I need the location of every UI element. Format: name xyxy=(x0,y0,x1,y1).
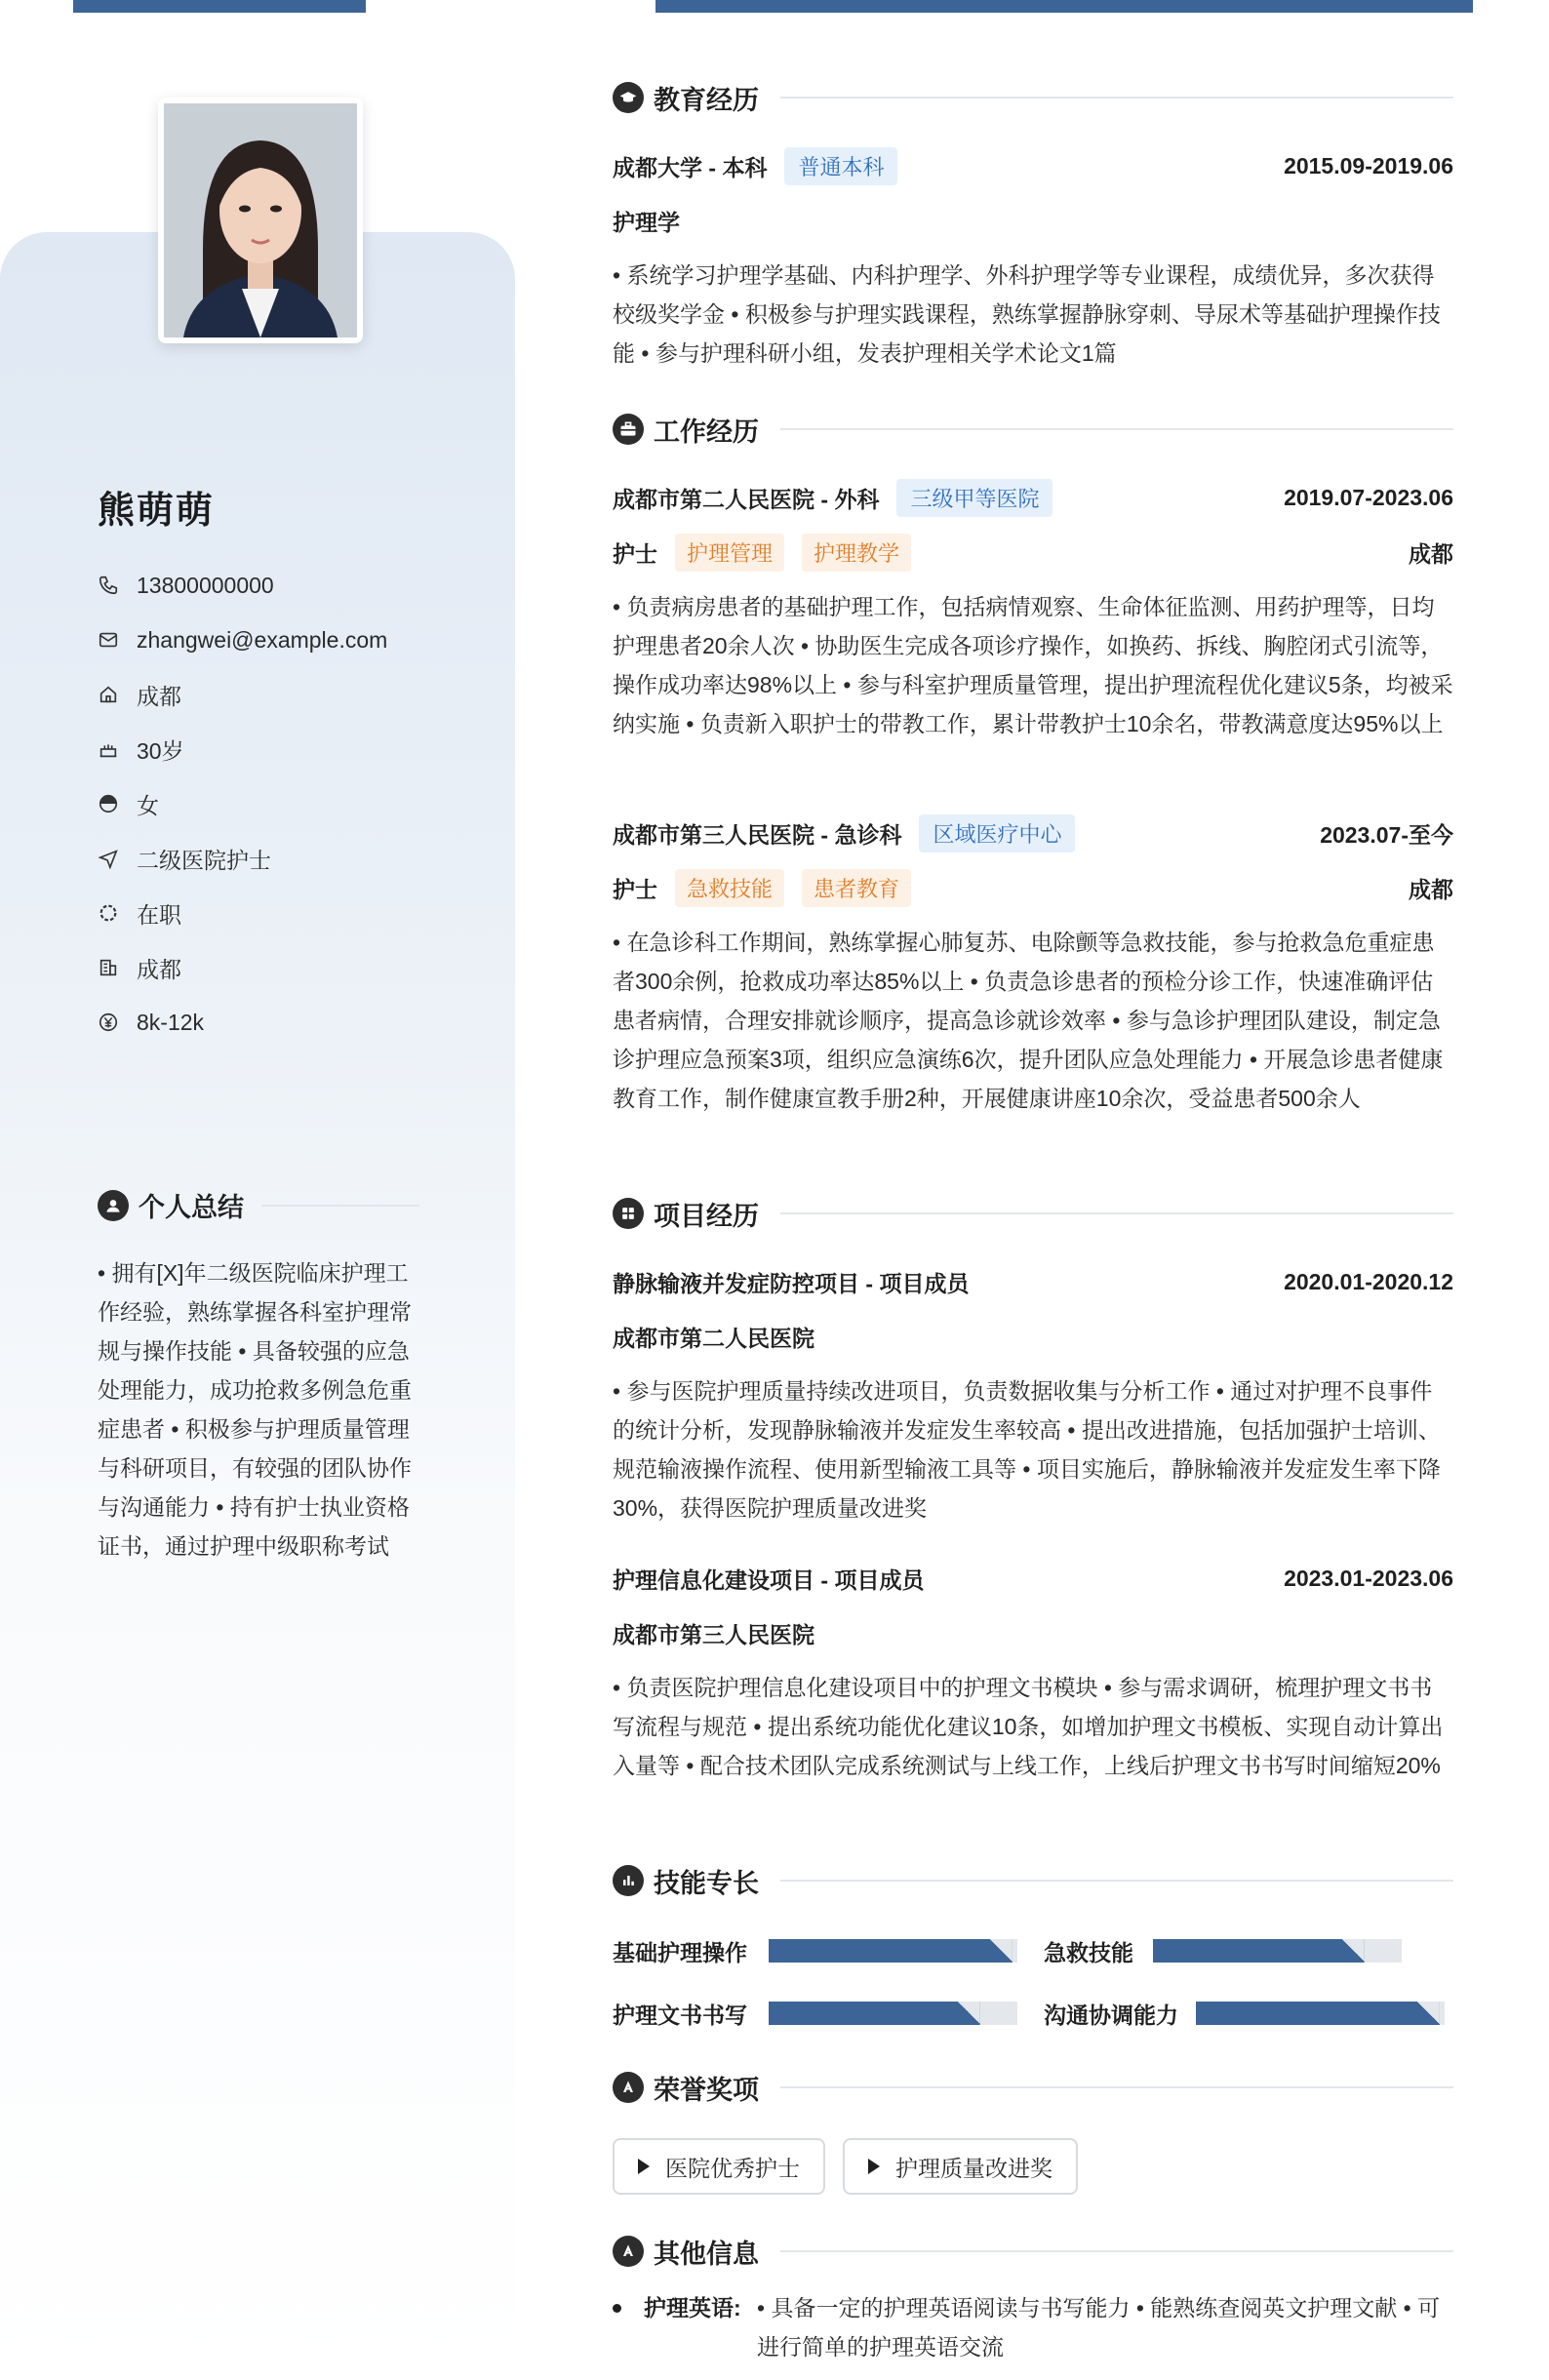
work-skill-tag: 患者教育 xyxy=(802,869,911,907)
awards-title: 荣誉奖项 xyxy=(654,2075,759,2105)
projects-section-header xyxy=(613,1194,1453,1233)
email-value: zhangwei@example.com xyxy=(137,626,388,653)
summary-section-header xyxy=(98,1186,419,1224)
work-section-header xyxy=(613,410,1453,449)
contact-gender xyxy=(98,776,387,831)
skill-bar xyxy=(769,2002,1017,2025)
top-accent-bar-left xyxy=(73,0,366,13)
skill-bar-fill xyxy=(1196,2002,1440,2025)
school-tag: 普通本科 xyxy=(784,147,897,185)
education-major-row xyxy=(613,201,1453,240)
briefcase-icon xyxy=(613,414,644,445)
education-description: • 系统学习护理学基础、内科护理学、外科护理学等专业课程，成绩优异，多次获得校级奖学金 • 积极参与护理实践课程，熟练掌握静脉穿刺、导尿术等基础护理操作技能 • 参与护理科研小组，发表护理相关学术论文1篇 xyxy=(613,262,1441,366)
mail-icon xyxy=(98,629,119,651)
skill-item xyxy=(1044,1931,1402,1970)
work-item-1-description: • 负责病房患者的基础护理工作，包括病情观察、生命体征监测、用药护理等，日均护理患者20余人次 • 协助医生完成各项诊疗操作，如换药、拆线、胸腔闭式引流等，操作成功率达98%以上 • 参与科室护理质量管理，提出护理流程优化建议5条，均被采纳实施 • 负责新入职护士的带教工作，累计带教护士10余名，带教满意度达95%以上 xyxy=(613,594,1453,736)
skills-divider xyxy=(780,1880,1453,1882)
contact-home xyxy=(98,667,387,722)
award-label: 护理质量改进奖 xyxy=(895,2155,1053,2181)
contact-email xyxy=(98,613,387,667)
work-item-1-role-row xyxy=(613,533,1453,572)
avatar xyxy=(158,98,363,343)
project-date: 2020.01-2020.12 xyxy=(1284,1268,1453,1294)
education-section-header xyxy=(613,78,1453,117)
summary-text: • 拥有[X]年二级医院临床护理工作经验，熟练掌握各科室护理常规与操作技能 • 具备较强的应急处理能力，成功抢救多例急危重症患者 • 积极参与护理质量管理与科研项目，有较强的团队协作与沟通能力 • 持有护士执业资格证书，通过护理中级职称考试 xyxy=(98,1260,412,1559)
project-name: 静脉输液并发症防控项目 - 项目成员 xyxy=(613,1270,970,1296)
award-list xyxy=(613,2138,1078,2195)
contact-status xyxy=(98,886,387,940)
user-icon xyxy=(98,1190,129,1221)
contact-phone xyxy=(98,558,387,613)
award-label: 医院优秀护士 xyxy=(665,2155,800,2181)
skill-bar-fill xyxy=(769,2002,980,2025)
award-item xyxy=(843,2138,1078,2195)
age-value: 30岁 xyxy=(137,737,184,764)
other-title: 其他信息 xyxy=(654,2239,759,2269)
play-icon xyxy=(868,2159,880,2174)
work-skill-tag: 护理管理 xyxy=(675,534,784,572)
contact-position xyxy=(98,831,387,886)
work-org: 成都市第三人民医院 - 急诊科 xyxy=(613,821,902,848)
project-1-org-row xyxy=(613,1317,1453,1356)
education-header-row xyxy=(613,146,1453,185)
work-skill-tag: 急救技能 xyxy=(675,869,784,907)
school-name: 成都大学 - 本科 xyxy=(613,154,768,180)
work-divider xyxy=(780,428,1453,430)
project-name: 护理信息化建设项目 - 项目成员 xyxy=(613,1567,925,1593)
portrait-image xyxy=(164,103,357,337)
project-1-description: • 参与医院护理质量持续改进项目，负责数据收集与分析工作 • 通过对护理不良事件的统计分析，发现静脉输液并发症发生率较高 • 提出改进措施，包括加强护士培训、规范输液操作流程、使用新型输液工具等 • 项目实施后，静脉输液并发症发生率下降30%，获得医院护理质量改进奖 xyxy=(613,1378,1441,1521)
status-value: 在职 xyxy=(137,901,181,928)
skill-bar xyxy=(1153,1939,1402,1963)
skill-bar xyxy=(769,1939,1017,1963)
skill-name: 急救技能 xyxy=(1044,1939,1133,1965)
cake-icon xyxy=(98,738,119,760)
project-2-description: • 负责医院护理信息化建设项目中的护理文书模块 • 参与需求调研，梳理护理文书书写流程与规范 • 提出系统功能优化建议10条，如增加护理文书模板、实现自动计算出入量等 • 配合技术团队完成系统测试与上线工作，上线后护理文书书写时间缩短20% xyxy=(613,1675,1444,1778)
work-item-2-header xyxy=(613,813,1453,853)
home-icon xyxy=(98,684,119,705)
education-divider xyxy=(780,97,1453,99)
contact-list xyxy=(98,558,387,1050)
project-2-header xyxy=(613,1559,1453,1598)
skill-item xyxy=(613,1994,1017,2033)
work-city: 成都 xyxy=(1409,876,1453,902)
skill-name: 沟通协调能力 xyxy=(1044,2002,1178,2028)
work-date: 2023.07-至今 xyxy=(1320,821,1453,848)
phone-value: 13800000000 xyxy=(137,572,274,598)
contact-city xyxy=(98,940,387,995)
skill-name: 护理文书书写 xyxy=(613,2002,747,2028)
profile-name: 熊萌萌 xyxy=(98,491,216,532)
building-icon xyxy=(98,957,119,978)
status-icon xyxy=(98,902,119,924)
phone-icon xyxy=(98,575,119,596)
projects-divider xyxy=(780,1212,1453,1214)
work-item-2-description: • 在急诊科工作期间，熟练掌握心肺复苏、电除颤等急救技能，参与抢救急危重症患者300余例，抢救成功率达85%以上 • 负责急诊患者的预检分诊工作，快速准确评估患者病情，合理安排就诊顺序，提高急诊就诊效率 • 参与急诊护理团队建设，制定急诊护理应急预案3项，组织应急演练6次，提升团队应急处理能力 • 开展急诊患者健康教育工作，制作健康宣教手册2种，开展健康讲座10余次，受益患者500余人 xyxy=(613,930,1444,1111)
work-skill-tag: 护理教学 xyxy=(802,534,911,572)
project-org: 成都市第三人民医院 xyxy=(613,1621,814,1647)
gender-value: 女 xyxy=(137,792,159,818)
projects-title: 项目经历 xyxy=(654,1201,759,1231)
work-tag: 三级甲等医院 xyxy=(896,479,1053,517)
skill-bar xyxy=(1196,2002,1445,2025)
project-org: 成都市第二人民医院 xyxy=(613,1325,814,1351)
other-value: • 具备一定的护理英语阅读与书写能力 • 能熟练查阅英文护理文献 • 可进行简单的护理英语交流 xyxy=(757,2295,1441,2360)
award-icon xyxy=(613,2072,644,2103)
contact-salary xyxy=(98,995,387,1050)
bullet-dot xyxy=(613,2304,621,2313)
work-role: 护士 xyxy=(613,540,657,567)
other-divider xyxy=(780,2250,1453,2252)
send-icon xyxy=(98,848,119,869)
gender-icon xyxy=(98,793,119,814)
project-1-header xyxy=(613,1262,1453,1301)
work-item-1-header xyxy=(613,478,1453,517)
work-item-2-role-row xyxy=(613,868,1453,907)
award-item xyxy=(613,2138,825,2195)
salary-icon xyxy=(98,1012,119,1033)
awards-section-header xyxy=(613,2068,1453,2107)
work-date: 2019.07-2023.06 xyxy=(1284,484,1453,510)
grid-icon xyxy=(613,1198,644,1229)
skills-section-header xyxy=(613,1861,1453,1900)
top-accent-bar-right xyxy=(655,0,1473,13)
other-section-header xyxy=(613,2232,1453,2271)
bar-chart-icon xyxy=(613,1865,644,1896)
work-tag: 区域医疗中心 xyxy=(919,814,1075,853)
work-city: 成都 xyxy=(1409,540,1453,567)
other-label: 护理英语: xyxy=(644,2295,741,2320)
skill-item xyxy=(613,1931,1017,1970)
work-org: 成都市第二人民医院 - 外科 xyxy=(613,486,880,512)
awards-divider xyxy=(780,2086,1453,2088)
skill-bar-fill xyxy=(769,1939,1013,1963)
home-value: 成都 xyxy=(137,683,181,709)
education-title: 教育经历 xyxy=(654,85,759,115)
education-major: 护理学 xyxy=(613,209,680,235)
summary-divider xyxy=(261,1205,419,1207)
work-title: 工作经历 xyxy=(654,416,759,447)
skill-name: 基础护理操作 xyxy=(613,1939,747,1965)
summary-title: 个人总结 xyxy=(139,1193,244,1222)
play-icon xyxy=(638,2159,650,2174)
education-date: 2015.09-2019.06 xyxy=(1284,152,1453,178)
contact-age xyxy=(98,722,387,776)
info-icon xyxy=(613,2236,644,2267)
work-role: 护士 xyxy=(613,876,657,902)
skills-title: 技能专长 xyxy=(654,1868,759,1898)
position-value: 二级医院护士 xyxy=(137,847,271,873)
salary-value: 8k-12k xyxy=(137,1009,205,1035)
project-date: 2023.01-2023.06 xyxy=(1284,1565,1453,1591)
skill-item xyxy=(1044,1994,1445,2033)
profile-photo xyxy=(164,103,357,337)
skill-bar-fill xyxy=(1153,1939,1365,1963)
city-value: 成都 xyxy=(137,956,181,982)
graduation-cap-icon xyxy=(613,82,644,113)
project-2-org-row xyxy=(613,1613,1453,1652)
